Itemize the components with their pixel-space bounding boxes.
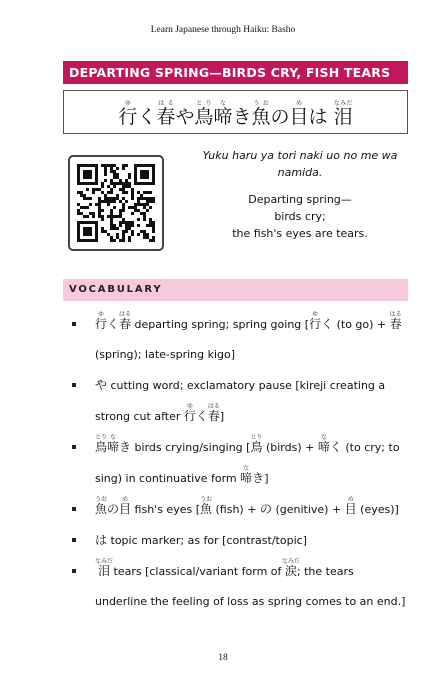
haiku-japanese: 行ゆく春はるや鳥とり啼なき魚うおの目めは 泪なみだ — [118, 100, 353, 128]
furigana-word: 目め — [344, 496, 357, 516]
furigana-word: 春はる — [119, 311, 132, 331]
qr-code-icon — [77, 164, 155, 242]
kana-text: く — [329, 440, 342, 454]
running-head: Learn Japanese through Haiku: Basho — [150, 25, 296, 35]
furigana-word: 啼な — [317, 434, 330, 454]
kana-text: き — [252, 471, 265, 485]
kana-text: く — [195, 409, 208, 423]
furigana-word: 魚うお — [95, 496, 108, 516]
translation-line: the fish's eyes are tears. — [232, 227, 368, 240]
translation-line: Departing spring— — [248, 193, 352, 206]
furigana-word: 魚うお — [200, 496, 213, 516]
furigana-word: 啼な — [213, 100, 233, 128]
furigana-word: 行ゆ — [309, 311, 322, 331]
furigana-word: 行ゆ — [183, 403, 196, 423]
furigana-reading: はる — [119, 311, 132, 318]
vocabulary-item: 魚うおの目め fish's eyes [魚うお (fish) + の (genitive) + 目め (eyes)] — [63, 494, 408, 525]
furigana-reading: なみだ — [281, 558, 300, 565]
furigana-reading: な — [107, 434, 120, 441]
page-number: 18 — [218, 653, 228, 663]
furigana-word: 泪なみだ — [95, 558, 114, 578]
vocabulary-list — [63, 309, 408, 617]
furigana-reading: め — [344, 496, 357, 503]
kana-text: く — [321, 317, 334, 331]
vocabulary-item: や cutting word; exclamatory pause [kireji creating a strong cut after 行ゆく春はる] — [63, 370, 408, 432]
poem-title: DEPARTING SPRING—BIRDS CRY, FISH TEARS — [63, 61, 408, 84]
furigana-reading: な — [213, 100, 233, 107]
furigana-word: 行ゆ — [95, 311, 108, 331]
kana-text: く — [107, 317, 120, 331]
kana-text: の — [259, 502, 272, 516]
furigana-reading: ゆ — [183, 403, 196, 410]
haiku-romaji: Yuku haru ya tori naki uo no me wa namida. — [202, 149, 398, 179]
kana-text: や — [95, 378, 108, 392]
furigana-word: 啼な — [240, 465, 253, 485]
furigana-word: 目め — [289, 100, 309, 128]
kana-text: の — [107, 502, 120, 516]
furigana-reading: め — [119, 496, 132, 503]
furigana-word: 涙なみだ — [281, 558, 300, 578]
furigana-reading: ゆ — [95, 311, 108, 318]
vocabulary-item: 行ゆく春はる departing spring; spring going [行ゆく (to go) + 春はる (spring); late-spring kigo] — [63, 309, 408, 370]
furigana-word: 春はる — [156, 100, 176, 128]
furigana-reading: なみだ — [95, 558, 114, 565]
qr-code[interactable] — [68, 155, 164, 251]
furigana-reading: なみだ — [333, 100, 353, 107]
furigana-word: 春はる — [389, 311, 402, 331]
furigana-reading: な — [317, 434, 330, 441]
furigana-reading: ゆ — [118, 100, 138, 107]
kana-text: は — [95, 533, 108, 547]
furigana-reading: はる — [389, 311, 402, 318]
furigana-reading: はる — [156, 100, 176, 107]
furigana-word: 啼な — [107, 434, 120, 454]
furigana-word: 鳥とり — [250, 434, 263, 454]
furigana-word: 鳥とり — [194, 100, 214, 128]
furigana-reading: うお — [251, 100, 271, 107]
kana-text: き — [119, 440, 132, 454]
furigana-reading: ゆ — [309, 311, 322, 318]
haiku-translation — [185, 191, 415, 242]
vocabulary-header: VOCABULARY — [63, 279, 408, 301]
furigana-word: 鳥とり — [95, 434, 108, 454]
furigana-word: 泪なみだ — [333, 100, 353, 128]
furigana-word: 春はる — [207, 403, 220, 423]
furigana-word: 行ゆ — [118, 100, 138, 128]
vocabulary-item: 鳥とり啼なき birds crying/singing [鳥とり (birds) + 啼なく (to cry; to sing) in continuative form 啼なき] — [63, 432, 408, 494]
furigana-word: 目め — [119, 496, 132, 516]
furigana-reading: うお — [200, 496, 213, 503]
furigana-reading: め — [289, 100, 309, 107]
furigana-reading: とり — [194, 100, 214, 107]
furigana-reading: な — [240, 465, 253, 472]
furigana-reading: はる — [207, 403, 220, 410]
furigana-reading: とり — [250, 434, 263, 441]
vocabulary-item: 泪なみだ tears [classical/variant form of 涙なみだ; the tears underline the feeling of loss as spring comes to an end.] — [63, 556, 408, 617]
translation-line: birds cry; — [274, 210, 326, 223]
vocabulary-item: は topic marker; as for [contrast/topic] — [63, 525, 408, 556]
haiku-japanese-box — [63, 90, 408, 134]
furigana-reading: うお — [95, 496, 108, 503]
furigana-reading: とり — [95, 434, 108, 441]
furigana-word: 魚うお — [251, 100, 271, 128]
